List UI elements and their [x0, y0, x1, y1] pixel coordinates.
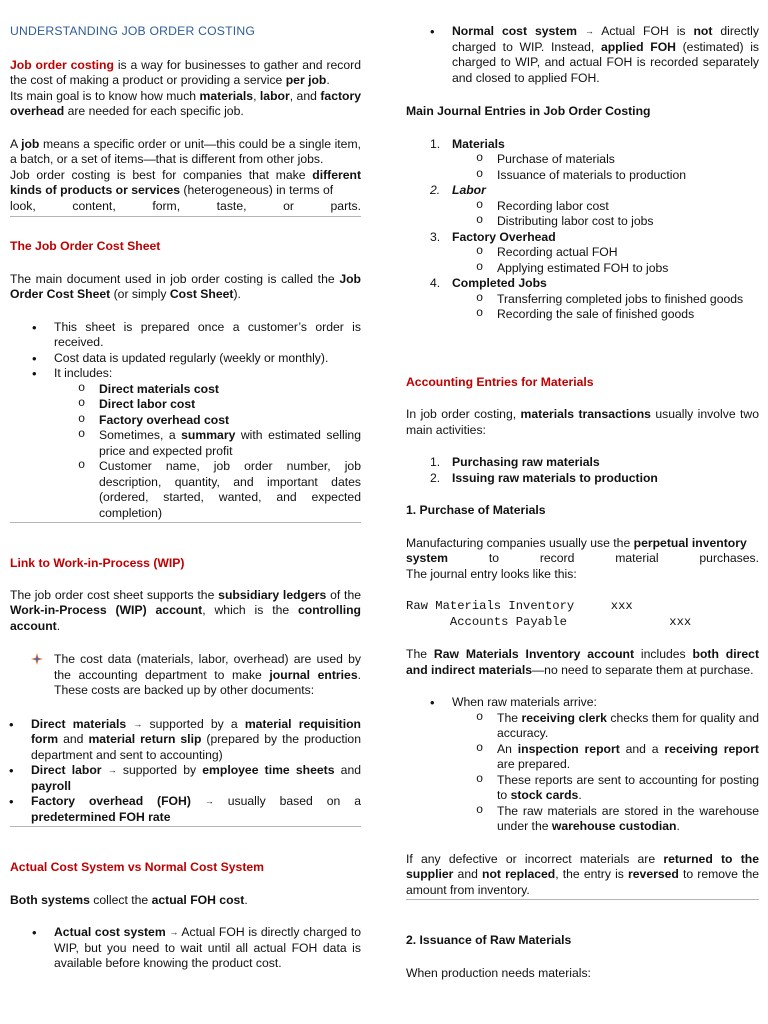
left-column — [10, 0, 361, 972]
normal-system-list — [406, 24, 759, 86]
list-item: • Direct labor → supported by employee time sheets and payroll — [31, 763, 361, 794]
list-item: • Factory overhead (FOH) → usually based on a predetermined FOH rate — [31, 794, 361, 825]
arrival-sublist — [452, 711, 759, 835]
wip-heading: Link to Work-in-Process (WIP) — [10, 556, 185, 570]
list-item: o These reports are sent to accounting for posting to stock cards. — [497, 773, 759, 804]
journal-entry-item — [430, 183, 759, 230]
systems-paragraph: Both systems collect the actual FOH cost. — [10, 892, 248, 907]
arrow-right-icon: → — [107, 765, 117, 775]
goal-paragraph: Its main goal is to know how much materials, labor, and factory overhead are needed for each specific job. — [10, 88, 361, 118]
raw-materials-paragraph: The Raw Materials Inventory account includes both direct and indirect materials—no need to separate them at purchase. — [406, 647, 759, 677]
list-item: • When raw materials arrive: o The receiving clerk checks them for quality and accuracy. o An inspection report and a receiving report are prepared. o These reports are sent to accounting for posting to stock cards. o The raw materials are stored in the warehouse under the warehouse custodian. — [452, 695, 759, 835]
list-item: o The raw materials are stored in the warehouse under the warehouse custodian. — [497, 804, 759, 835]
usage-paragraph-block — [10, 168, 361, 218]
list-item: • Actual cost system → Actual FOH is directly charged to WIP, but you need to wait until all actual FOH data is available before knowing the product cost. — [54, 925, 361, 972]
list-item: 2. Issuing raw materials to production — [430, 470, 658, 485]
item-number: 1. — [430, 136, 441, 151]
cost-sheet-list-block — [10, 320, 361, 524]
list-item: • This sheet is prepared once a customer’s order is received. — [54, 320, 361, 351]
perpetual-paragraph: Manufacturing companies usually use the perpetual inventory — [406, 535, 747, 550]
list-item: o Customer name, job order number, job description, quantity, and important dates (ordered, started, wanted, and expected completion) — [99, 459, 361, 521]
cost-sheet-bullets — [10, 320, 361, 522]
list-item: o Transferring completed jobs to finished goods — [497, 292, 759, 308]
perpetual-paragraph-line: system to record material purchases. — [406, 551, 760, 565]
list-item: o Direct labor cost — [99, 397, 361, 413]
includes-sublist — [54, 382, 361, 522]
journal-sublist — [452, 245, 759, 276]
journal-sublist — [452, 292, 759, 323]
right-column — [406, 0, 759, 981]
item-label: Completed Jobs — [452, 276, 547, 290]
list-item: o An inspection report and a receiving report are prepared. — [497, 742, 759, 773]
journal-entries-text: The cost data (materials, labor, overhead) are used by the accounting department to make journal entries. These costs are backed up by other documents: — [54, 652, 361, 697]
journal-entry-item — [430, 136, 759, 184]
journal-entry-item — [430, 229, 759, 277]
materials-heading: Accounting Entries for Materials — [406, 374, 594, 389]
supporting-docs-block — [10, 717, 361, 828]
item-number: 3. — [430, 229, 441, 244]
list-item: • Cost data is updated regularly (weekly or monthly). — [54, 351, 361, 367]
journal-entry-item — [430, 276, 759, 323]
item-label: Factory Overhead — [452, 229, 556, 244]
item-number: 4. — [430, 276, 441, 290]
list-item: o Recording actual FOH — [497, 245, 759, 261]
list-item: • It includes: o Direct materials cost o Direct labor cost o Factory overhead cost o Sometimes, a summary with estimated selling price and expected profit o Customer name, job order number, job description, quantity, and important dates (ordered, started, wanted, and expected completion) — [54, 366, 361, 521]
list-item: o Issuance of materials to production — [497, 168, 759, 184]
cost-sheet-heading: The Job Order Cost Sheet — [10, 239, 161, 253]
list-item: o The receiving clerk checks them for quality and accuracy. — [497, 711, 759, 742]
list-item: o Factory overhead cost — [99, 413, 361, 429]
returns-paragraph: If any defective or incorrect materials are returned to the supplier and not replaced, the entry is reversed to remove the amount from inventory. — [406, 851, 759, 897]
list-item: • Normal cost system → Actual FOH is not directly charged to WIP. Instead, applied FOH (estimated) is charged to WIP, and actual FOH is recorded separately and closed to applied FOH. — [452, 24, 759, 86]
issuance-subheading: 2. Issuance of Raw Materials — [406, 933, 572, 947]
journal-sublist — [452, 152, 759, 183]
list-item: o Recording labor cost — [497, 199, 759, 215]
arrow-right-icon: → — [133, 718, 143, 729]
list-item: o Purchase of materials — [497, 152, 759, 168]
list-item: o Sometimes, a summary with estimated selling price and expected profit — [99, 428, 361, 459]
document-title: UNDERSTANDING JOB ORDER COSTING — [10, 24, 255, 38]
materials-paragraph: In job order costing, materials transactions usually involve two main activities: — [406, 407, 759, 437]
list-item: o Distributing labor cost to jobs — [497, 214, 759, 230]
list-item: o Applying estimated FOH to jobs — [497, 261, 759, 277]
perpetual-paragraph-end: The journal entry looks like this: — [406, 566, 577, 581]
materials-activities-list — [406, 455, 759, 486]
list-item: • Direct materials → supported by a material requisition form and material return slip (prepared by the production department and sent to accounting) — [31, 717, 361, 764]
item-number: 2. — [430, 183, 441, 197]
arrival-list — [406, 695, 759, 835]
list-item: 1. Purchasing raw materials — [430, 455, 600, 469]
journal-entries-note — [10, 652, 361, 699]
usage-paragraph-last-line: look, content, form, taste, or parts. — [10, 198, 361, 213]
arrow-right-icon: → — [169, 927, 179, 937]
star-bullet-icon — [31, 653, 43, 665]
wip-paragraph: The job order cost sheet supports the subsidiary ledgers of the Work-in-Process (WIP) account, which is the controlling account. — [10, 587, 362, 633]
issuance-paragraph: When production needs materials: — [406, 965, 591, 980]
job-definition-paragraph: A job means a specific order or unit—this could be a single item, a batch, or a set of items—that is different from other jobs. — [10, 136, 361, 166]
intro-paragraph: Job order costing is a way for businesses to gather and record the cost of making a product or providing a service per job. — [10, 57, 361, 87]
returns-block — [406, 852, 759, 901]
journal-entry-debit: Raw Materials Inventory xxx — [406, 599, 633, 613]
item-label: Materials — [452, 136, 505, 151]
systems-heading: Actual Cost System vs Normal Cost System — [10, 860, 264, 874]
journal-entry-credit: Accounts Payable xxx — [406, 614, 692, 629]
supporting-docs-list — [10, 717, 361, 826]
arrow-right-icon: → — [204, 796, 214, 806]
cost-sheet-paragraph: The main document used in job order costing is called the Job Order Cost Sheet (or simply Cost Sheet). — [10, 271, 361, 301]
usage-paragraph: Job order costing is best for companies that make different kinds of products or services (heterogeneous) in terms of — [10, 167, 361, 197]
list-item: o Direct materials cost — [99, 382, 361, 398]
list-item: o Recording the sale of finished goods — [497, 307, 759, 323]
journal-sublist — [452, 199, 759, 230]
journal-entries-list — [406, 137, 759, 323]
systems-list — [10, 925, 361, 972]
journal-heading: Main Journal Entries in Job Order Costing — [406, 104, 651, 118]
item-label: Labor — [452, 183, 486, 197]
arrow-right-icon: → — [584, 26, 594, 36]
purchase-subheading: 1. Purchase of Materials — [406, 503, 546, 517]
